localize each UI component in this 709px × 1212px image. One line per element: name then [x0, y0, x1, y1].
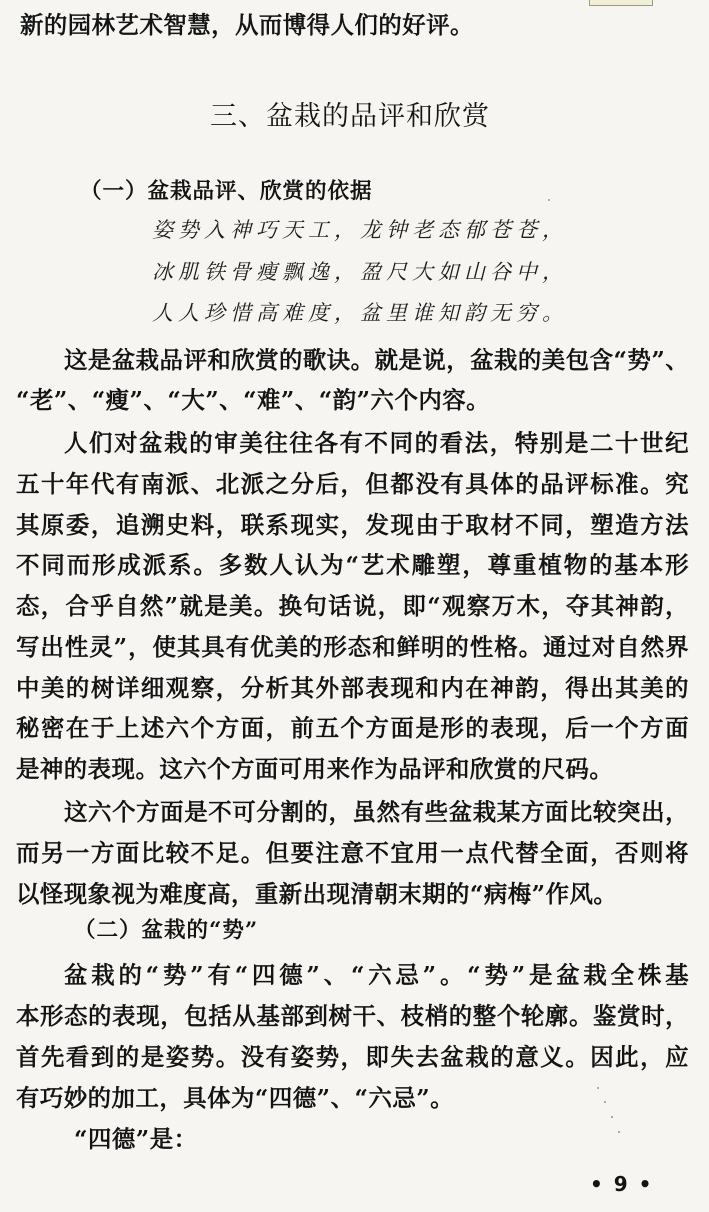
text-line: 以怪现象视为难度高，重新出现清朝末期的“病梅”作风。 — [16, 880, 618, 908]
text-line: 其原委，追溯史料，联系现实，发现由于取材不同，塑造方法 — [16, 511, 689, 539]
text-line: 是神的表现。这六个方面可用来作为品评和欣赏的尺码。 — [16, 755, 614, 783]
scan-speck — [597, 1087, 599, 1089]
text-line: 这六个方面是不可分割的，虽然有些盆栽某方面比较突出， — [64, 798, 689, 826]
text-line: 中美的树详细观察，分析其外部表现和内在神韵，得出其美的 — [16, 674, 689, 702]
text-line: 态，合乎自然”就是美。换句话说，即“观察万木，夺其神韵， — [16, 592, 689, 620]
text-line: 首先看到的是姿势。没有姿势，即失去盆栽的意义。因此，应 — [16, 1043, 689, 1071]
page-number: • 9 • — [590, 1172, 654, 1196]
text-line: 这是盆栽品评和欣赏的歌诀。就是说，盆栽的美包含“势”、 — [64, 346, 690, 374]
text-line: 本形态的表现，包括从基部到树干、枝梢的整个轮廓。鉴赏时， — [16, 1002, 689, 1030]
text-line: “老”、“瘦”、“大”、“难”、“韵”六个内容。 — [16, 386, 491, 414]
scan-speck — [548, 199, 550, 201]
text-line: 秘密在于上述六个方面，前五个方面是形的表现，后一个方面 — [16, 714, 689, 742]
text-line: 而另一方面比较不足。但要注意不宜用一点代替全面，否则将 — [16, 839, 689, 867]
text-line: 五十年代有南派、北派之分后，但都没有具体的品评标准。究 — [16, 470, 689, 498]
text-line: “四德”是： — [74, 1125, 198, 1153]
text-line: 有巧妙的加工，具体为“四德”、“六忌”。 — [16, 1084, 455, 1112]
text-line: 盆栽的“势”有“四德”、“六忌”。“势”是盆栽全株基 — [64, 961, 689, 989]
verse-line: 人人珍惜高难度，盆里谁知韵无穷。 — [152, 301, 568, 325]
verse-line: 冰肌铁骨瘦飘逸，盈尺大如山谷中， — [152, 260, 568, 284]
scan-speck — [618, 1131, 620, 1133]
subheading: （二）盆栽的“势” — [74, 918, 259, 943]
verse-line: 姿势入神巧天工，龙钟老态郁苍苍， — [152, 218, 568, 242]
subheading: （一）盆栽品评、欣赏的依据 — [80, 179, 373, 204]
text-line: 写出性灵”，使其具有优美的形态和鲜明的性格。通过对自然界 — [16, 633, 689, 661]
scan-speck — [604, 1101, 606, 1103]
corner-tab — [589, 0, 653, 6]
text-line: 人们对盆栽的审美往往各有不同的看法，特别是二十世纪 — [64, 429, 689, 457]
text-line: 不同而形成派系。多数人认为“艺术雕塑，尊重植物的基本形 — [16, 551, 689, 579]
section-heading: 三、盆栽的品评和欣赏 — [210, 101, 490, 132]
text-line: 新的园林艺术智慧，从而博得人们的好评。 — [20, 11, 474, 39]
scan-speck — [611, 1116, 613, 1118]
